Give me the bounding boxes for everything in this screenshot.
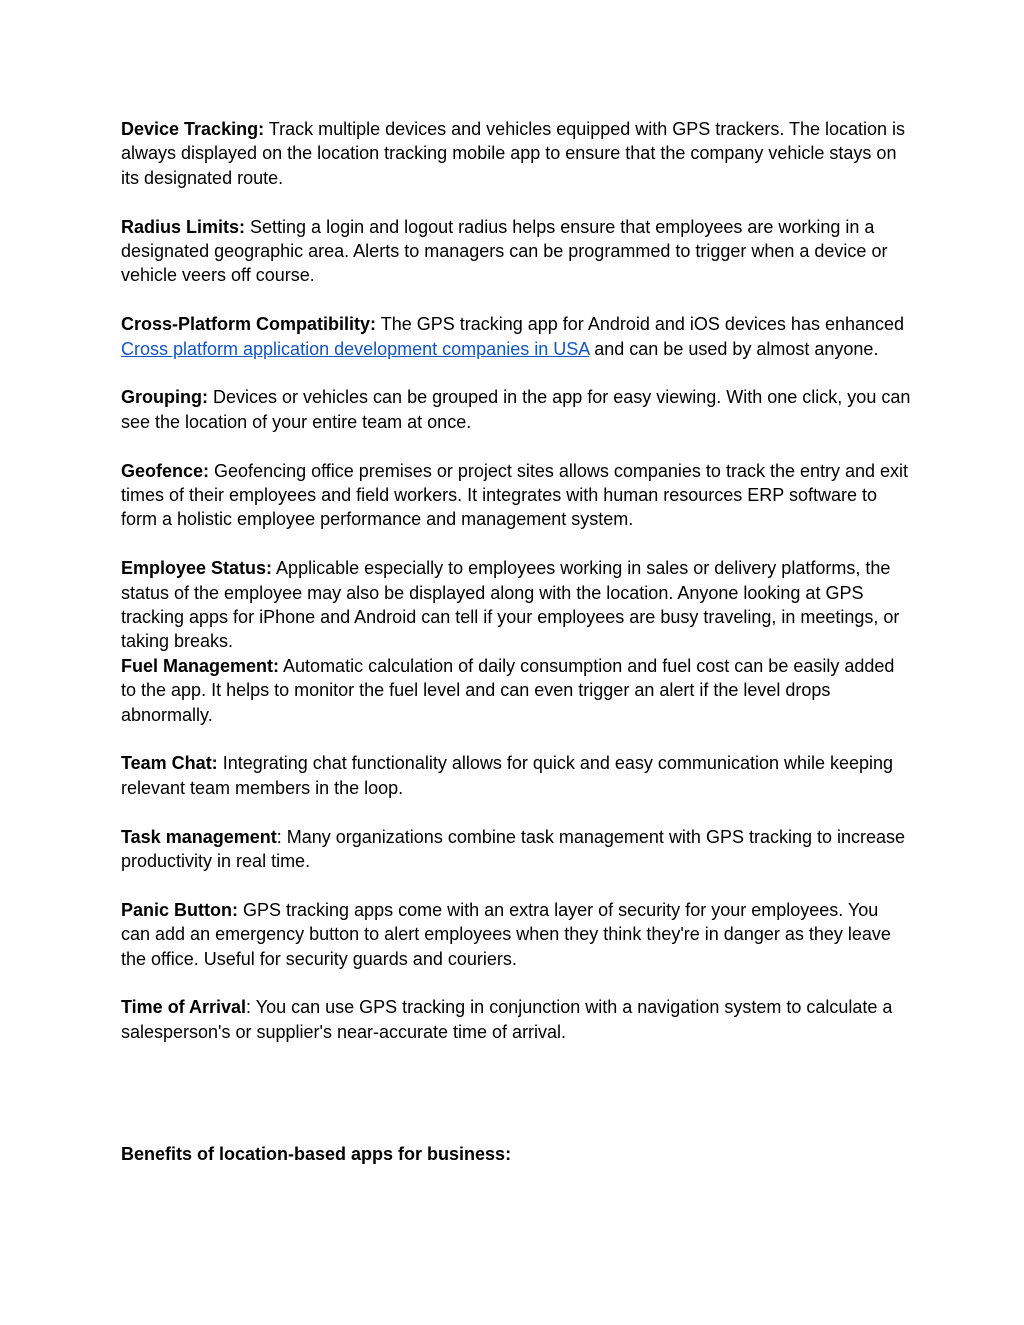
cross-platform-text-after: and can be used by almost anyone. bbox=[589, 338, 879, 359]
radius-limits-paragraph bbox=[121, 215, 911, 288]
grouping-label: Grouping: bbox=[121, 387, 208, 408]
task-management-text: : Many organizations combine task management with GPS tracking to increase productivity in real time. bbox=[121, 826, 906, 872]
cross-platform-text-before: The GPS tracking app for Android and iOS devices has enhanced bbox=[376, 314, 905, 335]
panic-button-paragraph bbox=[121, 898, 911, 971]
cross-platform-label: Cross-Platform Compatibility: bbox=[121, 314, 377, 335]
radius-limits-label: Radius Limits: bbox=[121, 216, 246, 237]
fuel-management-text: Automatic calculation of daily consumption and fuel cost can be easily added to the app. It helps to monitor the fuel level and can even trigger an alert if the level drops abnormally. bbox=[121, 655, 895, 725]
panic-button-text: GPS tracking apps come with an extra layer of security for your employees. You can add an emergency button to alert employees when they think they're in danger as they leave the office. Useful for security guards and couriers. bbox=[121, 899, 891, 969]
benefits-heading: Benefits of location-based apps for business: bbox=[121, 1143, 512, 1164]
cross-platform-paragraph bbox=[121, 312, 911, 361]
time-of-arrival-label: Time of Arrival bbox=[121, 997, 247, 1018]
grouping-paragraph bbox=[121, 385, 911, 434]
time-of-arrival-paragraph bbox=[121, 995, 911, 1044]
employee-status-text: Applicable especially to employees working in sales or delivery platforms, the status of the employee may also be displayed along with the location. Anyone looking at GPS tracking apps for iPhone and Android can tell if your employees are busy traveling, in meetings, or taking breaks. bbox=[121, 558, 900, 652]
time-of-arrival-text: : You can use GPS tracking in conjunction with a navigation system to calculate a salesperson's or supplier's near-accurate time of arrival. bbox=[121, 997, 893, 1042]
geofence-paragraph bbox=[121, 459, 911, 532]
employee-status-paragraph bbox=[121, 556, 911, 654]
grouping-text: Devices or vehicles can be grouped in the app for easy viewing. With one click, you can see the location of your entire team at once. bbox=[121, 387, 911, 432]
employee-status-label: Employee Status: bbox=[121, 558, 273, 579]
fuel-management-label: Fuel Management: bbox=[121, 655, 280, 676]
fuel-management-paragraph bbox=[121, 654, 911, 727]
team-chat-paragraph bbox=[121, 751, 911, 800]
team-chat-label: Team Chat: bbox=[121, 753, 218, 774]
panic-button-label: Panic Button: bbox=[121, 899, 238, 920]
device-tracking-text: Track multiple devices and vehicles equipped with GPS trackers. The location is always displayed on the location tracking mobile app to ensure that the company vehicle stays on its designated route. bbox=[121, 119, 906, 188]
device-tracking-paragraph bbox=[121, 117, 911, 190]
cross-platform-companies-link[interactable]: Cross platform application development companies in USA bbox=[121, 338, 590, 359]
radius-limits-text: Setting a login and logout radius helps ensure that employees are working in a designated geographic area. Alerts to managers can be programmed to trigger when a device or vehicle veers off course. bbox=[121, 216, 888, 286]
task-management-label: Task management bbox=[121, 826, 277, 847]
team-chat-text: Integrating chat functionality allows for quick and easy communication while keeping relevant team members in the loop. bbox=[121, 753, 894, 798]
geofence-label: Geofence: bbox=[121, 460, 210, 481]
task-management-paragraph bbox=[121, 825, 911, 874]
device-tracking-label: Device Tracking: bbox=[121, 119, 265, 139]
geofence-text: Geofencing office premises or project sites allows companies to track the entry and exit times of their employees and field workers. It integrates with human resources ERP software to form a holistic employee performance and management system. bbox=[121, 460, 909, 530]
document-page bbox=[121, 117, 911, 1166]
